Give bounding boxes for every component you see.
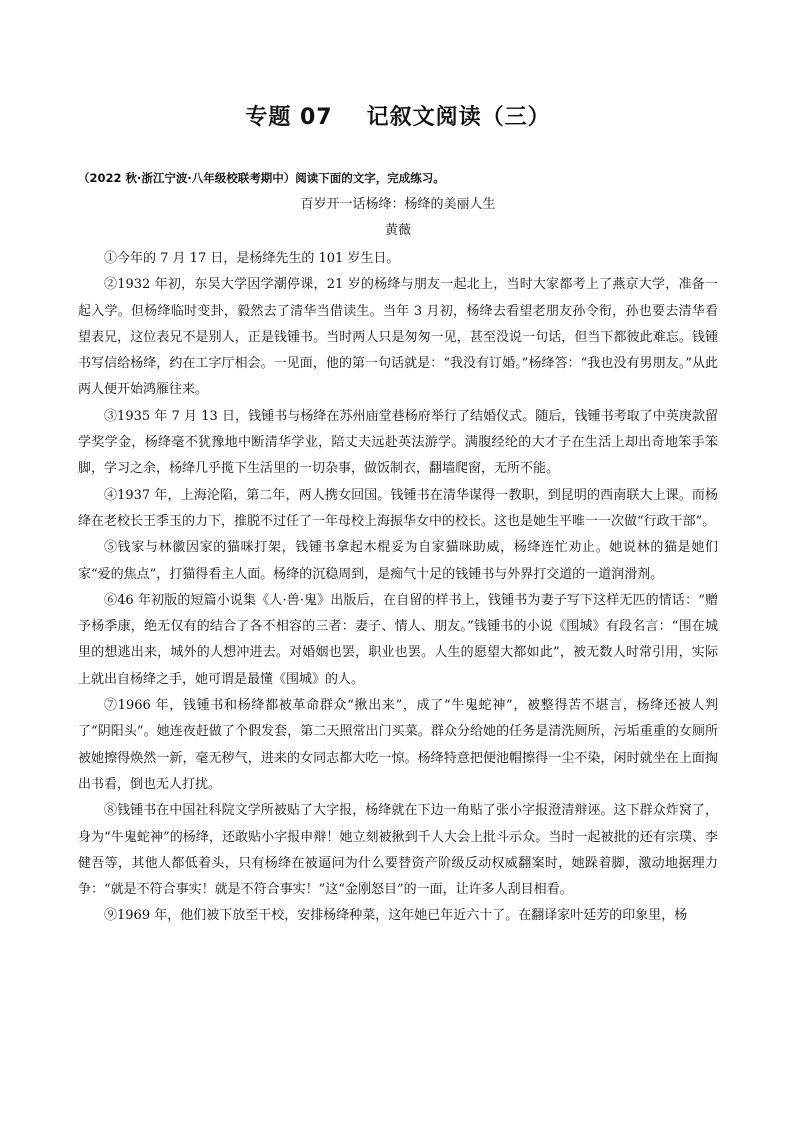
paragraph-6: ⑥46 年初版的短篇小说集《人·兽·鬼》出版后，在自留的样书上，钱锺书为妻子写下这样无匹的情话：“赠予杨季康，绝无仅有的结合了各不相容的三者：妻子、情人、朋友。”钱锺书的小说《围城》有段名言：“围在城里的想逃出来，城外的人想冲进去。对婚姻也罢，职业也罢。人生的愿望大都如此”，被无数人时常引用，实际上就出自杨绛之手，她可谓是最懂《围城》的人。 (78, 592, 718, 687)
article-body (78, 246, 718, 930)
title-topic-number: 专题 07 (245, 105, 333, 130)
paragraph-8: ⑧钱锺书在中国社科院文学所被贴了大字报，杨绛就在下边一角贴了张小字报澄清辩诬。这下群众炸窝了，身为“牛鬼蛇神”的杨绛，还敢贴小字报申辩！她立刻被揪到千人大会上批斗示众。当时一起被批的还有宗璞、李健吾等，其他人都低着头，只有杨绛在被逼问为什么要替资产阶级反动权威翻案时，她跺着脚，激动地据理力争：“就是不符合事实！就是不符合事实！”这“金刚怒目”的一面，让许多人刮目相看。 (78, 803, 718, 898)
paragraph-1: ①今年的 7 月 17 日，是杨绛先生的 101 岁生日。 (104, 251, 400, 266)
paragraph-7: ⑦1966 年，钱锺书和杨绛都被革命群众“揪出来”，成了“牛鬼蛇神”，被整得苦不堪言，杨绛还被人判了“阴阳头”。她连夜赶做了个假发套，第二天照常出门买菜。群众分给她的任务是清洗厕所，污垢重重的女厕所被她擦得焕然一新，毫无秽气，进来的女同志都大吃一惊。杨绛特意把便池帽擦得一尘不染，闲时就坐在上面掏出书看，倒也无人打扰。 (78, 698, 718, 792)
title-topic-name: 记叙文阅读（三） (366, 105, 551, 130)
page-title (78, 100, 718, 136)
article-author: 黄薇 (384, 223, 411, 238)
paragraph-2: ②1932 年初，东吴大学因学潮停课，21 岁的杨绛与朋友一起北上，当时大家都考上了燕京大学，准备一起入学。但杨绛临时变卦，毅然去了清华当借读生。当年 3 月初，杨绛去看望老朋友孙令衔，孙也要去清华看望表兄，这位表兄不是别人，正是钱锺书。当时两人只是匆匆一见，甚至没说一句话，但当下都彼此难忘。钱锺书写信给杨绛，约在工字厅相会。一见面，他的第一句话就是：“我没有订婚。”杨绛答：“我也没有男朋友。”从此两人便开始鸿雁往来。 (78, 277, 718, 398)
paragraph-5: ⑤钱家与林徽因家的猫咪打架，钱锺书拿起木棍妥为自家猫咪助威，杨绛连忙劝止。她说林的猫是她们家“爱的焦点”，打猫得看主人面。杨绛的沉稳周到，是痴气十足的钱锺书与外界打交道的一道润滑剂。 (78, 540, 718, 582)
question-source: （2022 秋·浙江宁波·八年级校联考期中）阅读下面的文字，完成练习。 (78, 171, 445, 185)
paragraph-9: ⑨1969 年，他们被下放至干校，安排杨绛种菜，这年她已年近六十了。在翻译家叶廷芳的印象里，杨 (104, 908, 688, 924)
article-title: 百岁开一话杨绛：杨绛的美丽人生 (300, 197, 496, 212)
paragraph-3: ③1935 年 7 月 13 日，钱锺书与杨绛在苏州庙堂巷杨府举行了结婚仪式。随后，钱锺书考取了中英庚款留学奖学金，杨绛毫不犹豫地中断清华学业，陪丈夫远赴英法游学。满腹经纶的大才子在生活上却出奇地笨手笨脚，学习之余，杨绛几乎揽下生活里的一切杂事，做饭制衣，翻墙爬窗，无所不能。 (78, 408, 718, 477)
paragraph-4: ④1937 年，上海沦陷，第二年，两人携女回国。钱锺书在清华谋得一教职，到昆明的西南联大上课。而杨绛在老校长王季玉的力下，推脱不过任了一年母校上海振华女中的校长。这也是她生平唯一一次做“行政干部”。 (78, 487, 718, 529)
